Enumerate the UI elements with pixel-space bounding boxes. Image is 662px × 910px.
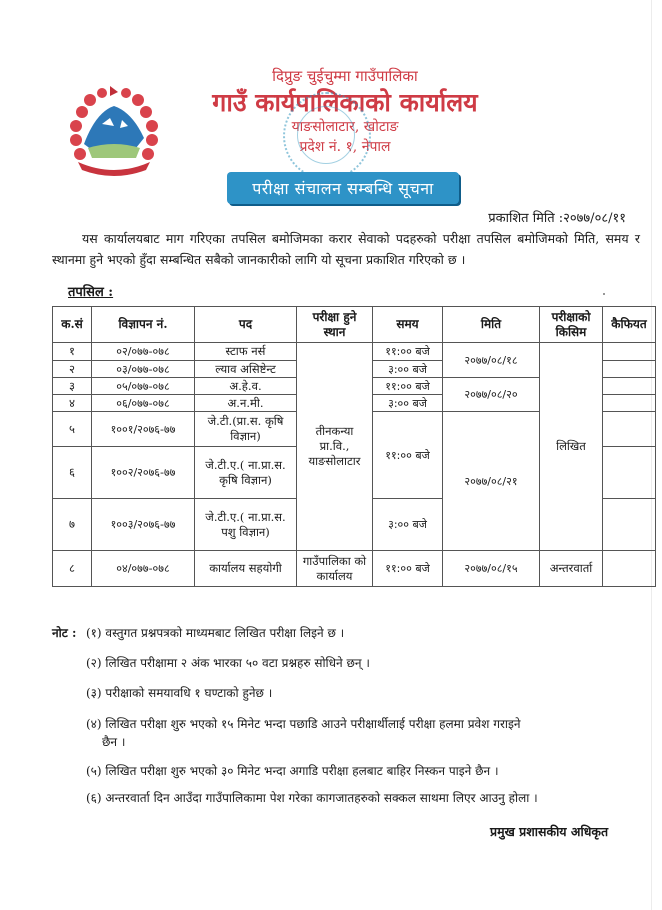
header-time: समय	[373, 307, 443, 343]
cell-date: २०७७/०८/२१	[443, 412, 540, 551]
header-ad-no: विज्ञापन नं.	[92, 307, 195, 343]
cell-remarks	[603, 378, 656, 395]
cell-remarks	[603, 343, 656, 361]
cell-time: ११:०० बजे	[373, 551, 443, 587]
cell-ad-no: ०२/०७७-०७८	[92, 343, 195, 361]
nepal-emblem-icon	[62, 82, 166, 186]
cell-post: ल्याव असिष्टेन्ट	[195, 361, 297, 378]
table-header-row	[53, 307, 656, 343]
cell-remarks	[603, 447, 656, 499]
office-name: गाउँ कार्यपालिकाको कार्यालय	[212, 88, 478, 117]
cell-time: ११:०० बजे	[373, 343, 443, 361]
cell-serial: ६	[53, 447, 92, 499]
header-date: मिति	[443, 307, 540, 343]
cell-venue: तीनकन्या प्रा.वि., याङसोलाटार	[297, 343, 373, 551]
note-item: (१) वस्तुगत प्रश्नपत्रको माध्यमबाट लिखित परीक्षा लिइने छ ।	[86, 626, 345, 640]
published-date: प्रकाशित मिति :२०७७/०८/११	[488, 211, 626, 226]
cell-serial: २	[53, 361, 92, 378]
cell-serial: ४	[53, 395, 92, 412]
cell-ad-no: १००१/२०७६-७७	[92, 412, 195, 447]
note-item-continuation: छैन ।	[102, 735, 126, 749]
cell-remarks	[603, 395, 656, 412]
notes-label: नोट :	[52, 626, 77, 640]
cell-ad-no: ०३/०७७-०७८	[92, 361, 195, 378]
note-item: (३) परीक्षाको समयावधि १ घण्टाको हुनेछ ।	[86, 686, 273, 700]
stamp-inner-ring	[297, 106, 355, 164]
office-address: याङसोलाटार, खोटाङ	[291, 119, 399, 135]
scan-speck	[603, 293, 605, 295]
exam-schedule-table	[52, 306, 656, 587]
signatory-title: प्रमुख प्रशासकीय अधिकृत	[490, 824, 609, 839]
cell-serial: ८	[53, 551, 92, 587]
cell-time: ३:०० बजे	[373, 499, 443, 551]
cell-ad-no: ०४/०७७-०७८	[92, 551, 195, 587]
cell-exam-type: अन्तरवार्ता	[540, 551, 603, 587]
cell-post: जे.टी.ए.( ना.प्रा.स. पशु विज्ञान)	[195, 499, 297, 551]
note-item: (५) लिखित परीक्षा शुरु भएको ३० मिनेट भन्दा अगाडि परीक्षा हलबाट बाहिर निस्कन पाइने छैन ।	[86, 764, 499, 778]
cell-remarks	[603, 412, 656, 447]
cell-remarks	[603, 499, 656, 551]
office-stamp-icon	[283, 92, 371, 180]
cell-remarks	[603, 551, 656, 587]
header-exam-type: परीक्षाको किसिम	[540, 307, 603, 343]
cell-remarks	[603, 361, 656, 378]
province-country: प्रदेश नं. १, नेपाल	[299, 139, 391, 155]
cell-post: जे.टी.ए.( ना.प्रा.स. कृषि विज्ञान)	[195, 447, 297, 499]
cell-post: जे.टी.(प्रा.स. कृषि विज्ञान)	[195, 412, 297, 447]
cell-post: अ.न.मी.	[195, 395, 297, 412]
note-item: (४) लिखित परीक्षा शुरु भएको १५ मिनेट भन्दा पछाडि आउने परीक्षार्थीलाई परीक्षा हलमा प्रवेश गराइने	[86, 717, 521, 731]
cell-serial: ३	[53, 378, 92, 395]
cell-date: २०७७/०८/२०	[443, 378, 540, 412]
header-venue: परीक्षा हुने स्थान	[297, 307, 373, 343]
header-remarks: कैफियत	[603, 307, 656, 343]
note-item: (६) अन्तरवार्ता दिन आउँदा गाउँपालिकामा पेश गरेका कागजातहरुको सक्कल साथमा लिएर आउनु होला ।	[86, 791, 538, 805]
schedule-heading: तपसिल :	[68, 285, 114, 300]
notice-title-banner: परीक्षा संचालन सम्बन्धि सूचना	[227, 172, 459, 204]
table-row	[53, 343, 656, 361]
cell-post: कार्यालय सहयोगी	[195, 551, 297, 587]
header-post: पद	[195, 307, 297, 343]
cell-venue: गाउँपालिका को कार्यालय	[297, 551, 373, 587]
table-row	[53, 551, 656, 587]
municipality-name: दिप्रुङ चुईचुम्मा गाउँपालिका	[272, 67, 418, 85]
header-serial: क.सं	[53, 307, 92, 343]
cell-serial: १	[53, 343, 92, 361]
cell-date: २०७७/०८/१८	[443, 343, 540, 378]
cell-ad-no: १००३/२०७६-७७	[92, 499, 195, 551]
cell-serial: ७	[53, 499, 92, 551]
cell-time: ३:०० बजे	[373, 361, 443, 378]
cell-serial: ५	[53, 412, 92, 447]
cell-exam-type: लिखित	[540, 343, 603, 551]
cell-time: ११:०० बजे	[373, 378, 443, 395]
note-item: (२) लिखित परीक्षामा २ अंक भारका ५० वटा प्रश्नहरु सोधिने छन् ।	[86, 656, 370, 670]
cell-ad-no: ०५/०७७-०७८	[92, 378, 195, 395]
cell-date: २०७७/०८/१५	[443, 551, 540, 587]
cell-time: ११:०० बजे	[373, 412, 443, 499]
cell-time: ३:०० बजे	[373, 395, 443, 412]
intro-paragraph: यस कार्यालयबाट माग गरिएका तपसिल बमोजिमका करार सेवाको पदहरुको परीक्षा तपसिल बमोजिमको मिति, समय र स्थानमा हुने भएको हुँदा सम्बन्धित सबैको जानकारीको लागि यो सूचना प्रकाशित गरिएको छ ।	[52, 231, 640, 267]
cell-post: स्टाफ नर्स	[195, 343, 297, 361]
cell-ad-no: १००२/२०७६-७७	[92, 447, 195, 499]
cell-ad-no: ०६/०७७-०७८	[92, 395, 195, 412]
cell-post: अ.हे.व.	[195, 378, 297, 395]
